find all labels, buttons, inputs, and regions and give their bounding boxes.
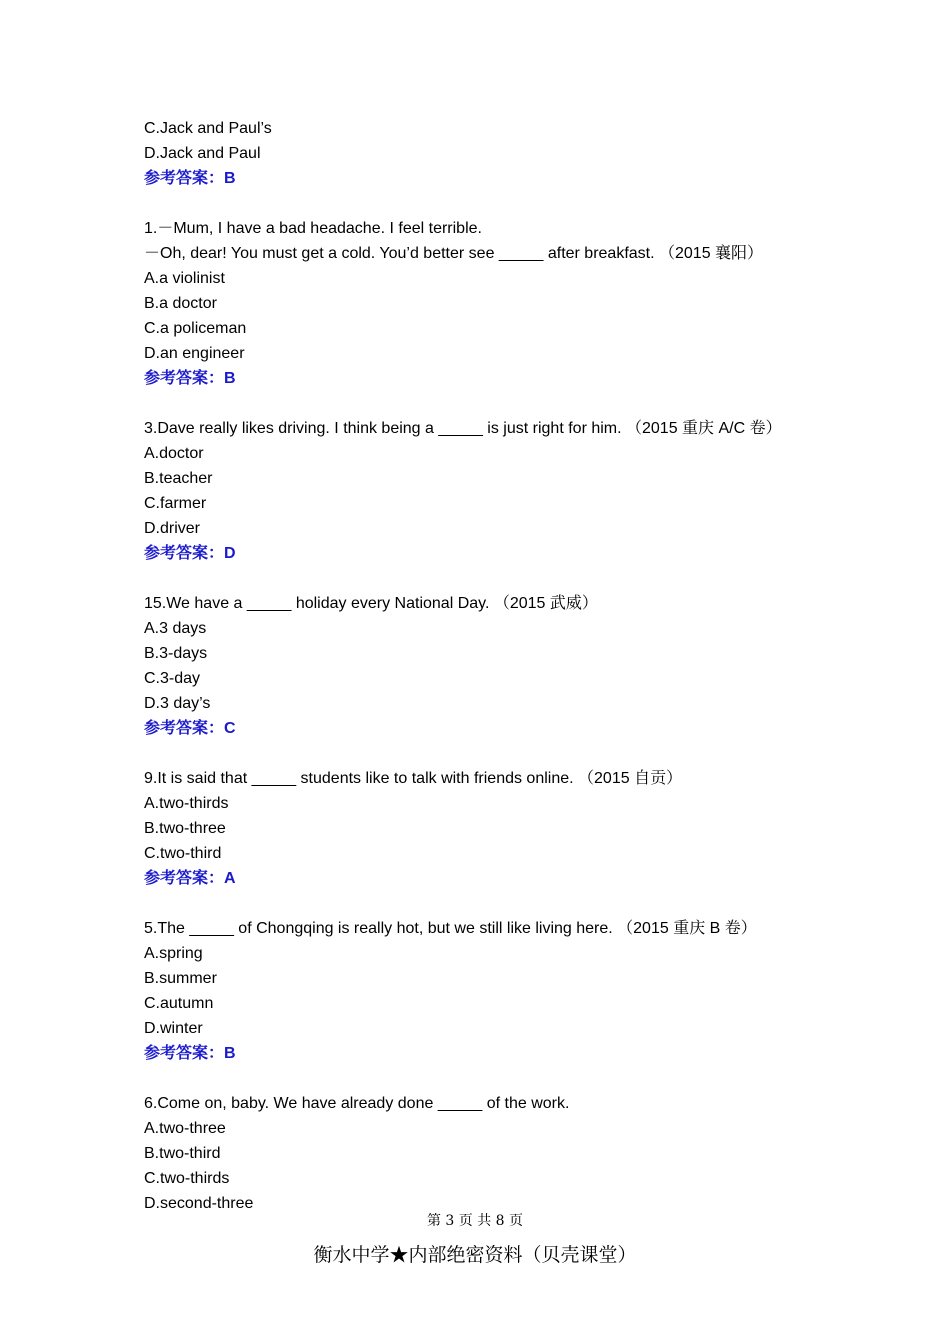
answer: 参考答案：B xyxy=(144,170,236,187)
question-stem: 15.We have a _____ holiday every National Day. （2015 武威） xyxy=(144,595,598,612)
question-block xyxy=(144,1091,864,1216)
option: D.driver xyxy=(144,520,201,537)
question-stem: －Oh, dear! You must get a cold. You’d better see _____ after breakfast. （2015 襄阳） xyxy=(144,245,764,262)
option: C.Jack and Paul’s xyxy=(144,120,272,137)
option: D.an engineer xyxy=(144,345,245,362)
option: B.a doctor xyxy=(144,295,217,312)
option: A.two-thirds xyxy=(144,795,229,812)
option: A.spring xyxy=(144,945,203,962)
option: A.two-three xyxy=(144,1120,226,1137)
page-number: 第 3 页 共 8 页 xyxy=(426,1213,524,1229)
question-block xyxy=(144,416,864,566)
option: B.summer xyxy=(144,970,217,987)
question-block xyxy=(144,116,864,191)
answer: 参考答案：B xyxy=(144,370,236,387)
answer: 参考答案：B xyxy=(144,1045,236,1062)
option: C.two-third xyxy=(144,845,222,862)
option: B.two-three xyxy=(144,820,226,837)
question-stem: 6.Come on, baby. We have already done _____ of the work. xyxy=(144,1095,570,1112)
option: C.farmer xyxy=(144,495,207,512)
question-stem: 1.－Mum, I have a bad headache. I feel terrible. xyxy=(144,220,482,237)
option: D.winter xyxy=(144,1020,203,1037)
answer: 参考答案：A xyxy=(144,870,236,887)
option: D.Jack and Paul xyxy=(144,145,261,162)
answer: 参考答案：D xyxy=(144,545,236,562)
question-stem: 3.Dave really likes driving. I think being a _____ is just right for him. （2015 重庆 A/C 卷） xyxy=(144,420,782,437)
option: B.teacher xyxy=(144,470,213,487)
answer: 参考答案：C xyxy=(144,720,236,737)
option: D.second-three xyxy=(144,1195,254,1212)
option: A.3 days xyxy=(144,620,207,637)
option: D.3 day’s xyxy=(144,695,211,712)
option: C.3-day xyxy=(144,670,201,687)
question-stem: 9.It is said that _____ students like to talk with friends online. （2015 自贡） xyxy=(144,770,683,787)
question-list xyxy=(144,116,864,1216)
question-block xyxy=(144,766,864,891)
footer-title: 衡水中学★内部绝密资料（贝壳课堂） xyxy=(313,1244,637,1266)
question-block xyxy=(144,216,864,391)
option: C.autumn xyxy=(144,995,214,1012)
option: A.doctor xyxy=(144,445,204,462)
question-stem: 5.The _____ of Chongqing is really hot, but we still like living here. （2015 重庆 B 卷） xyxy=(144,920,757,937)
question-block xyxy=(144,591,864,741)
option: B.3-days xyxy=(144,645,208,662)
question-block xyxy=(144,916,864,1066)
option: A.a violinist xyxy=(144,270,225,287)
option: B.two-third xyxy=(144,1145,221,1162)
option: C.two-thirds xyxy=(144,1170,230,1187)
option: C.a policeman xyxy=(144,320,247,337)
